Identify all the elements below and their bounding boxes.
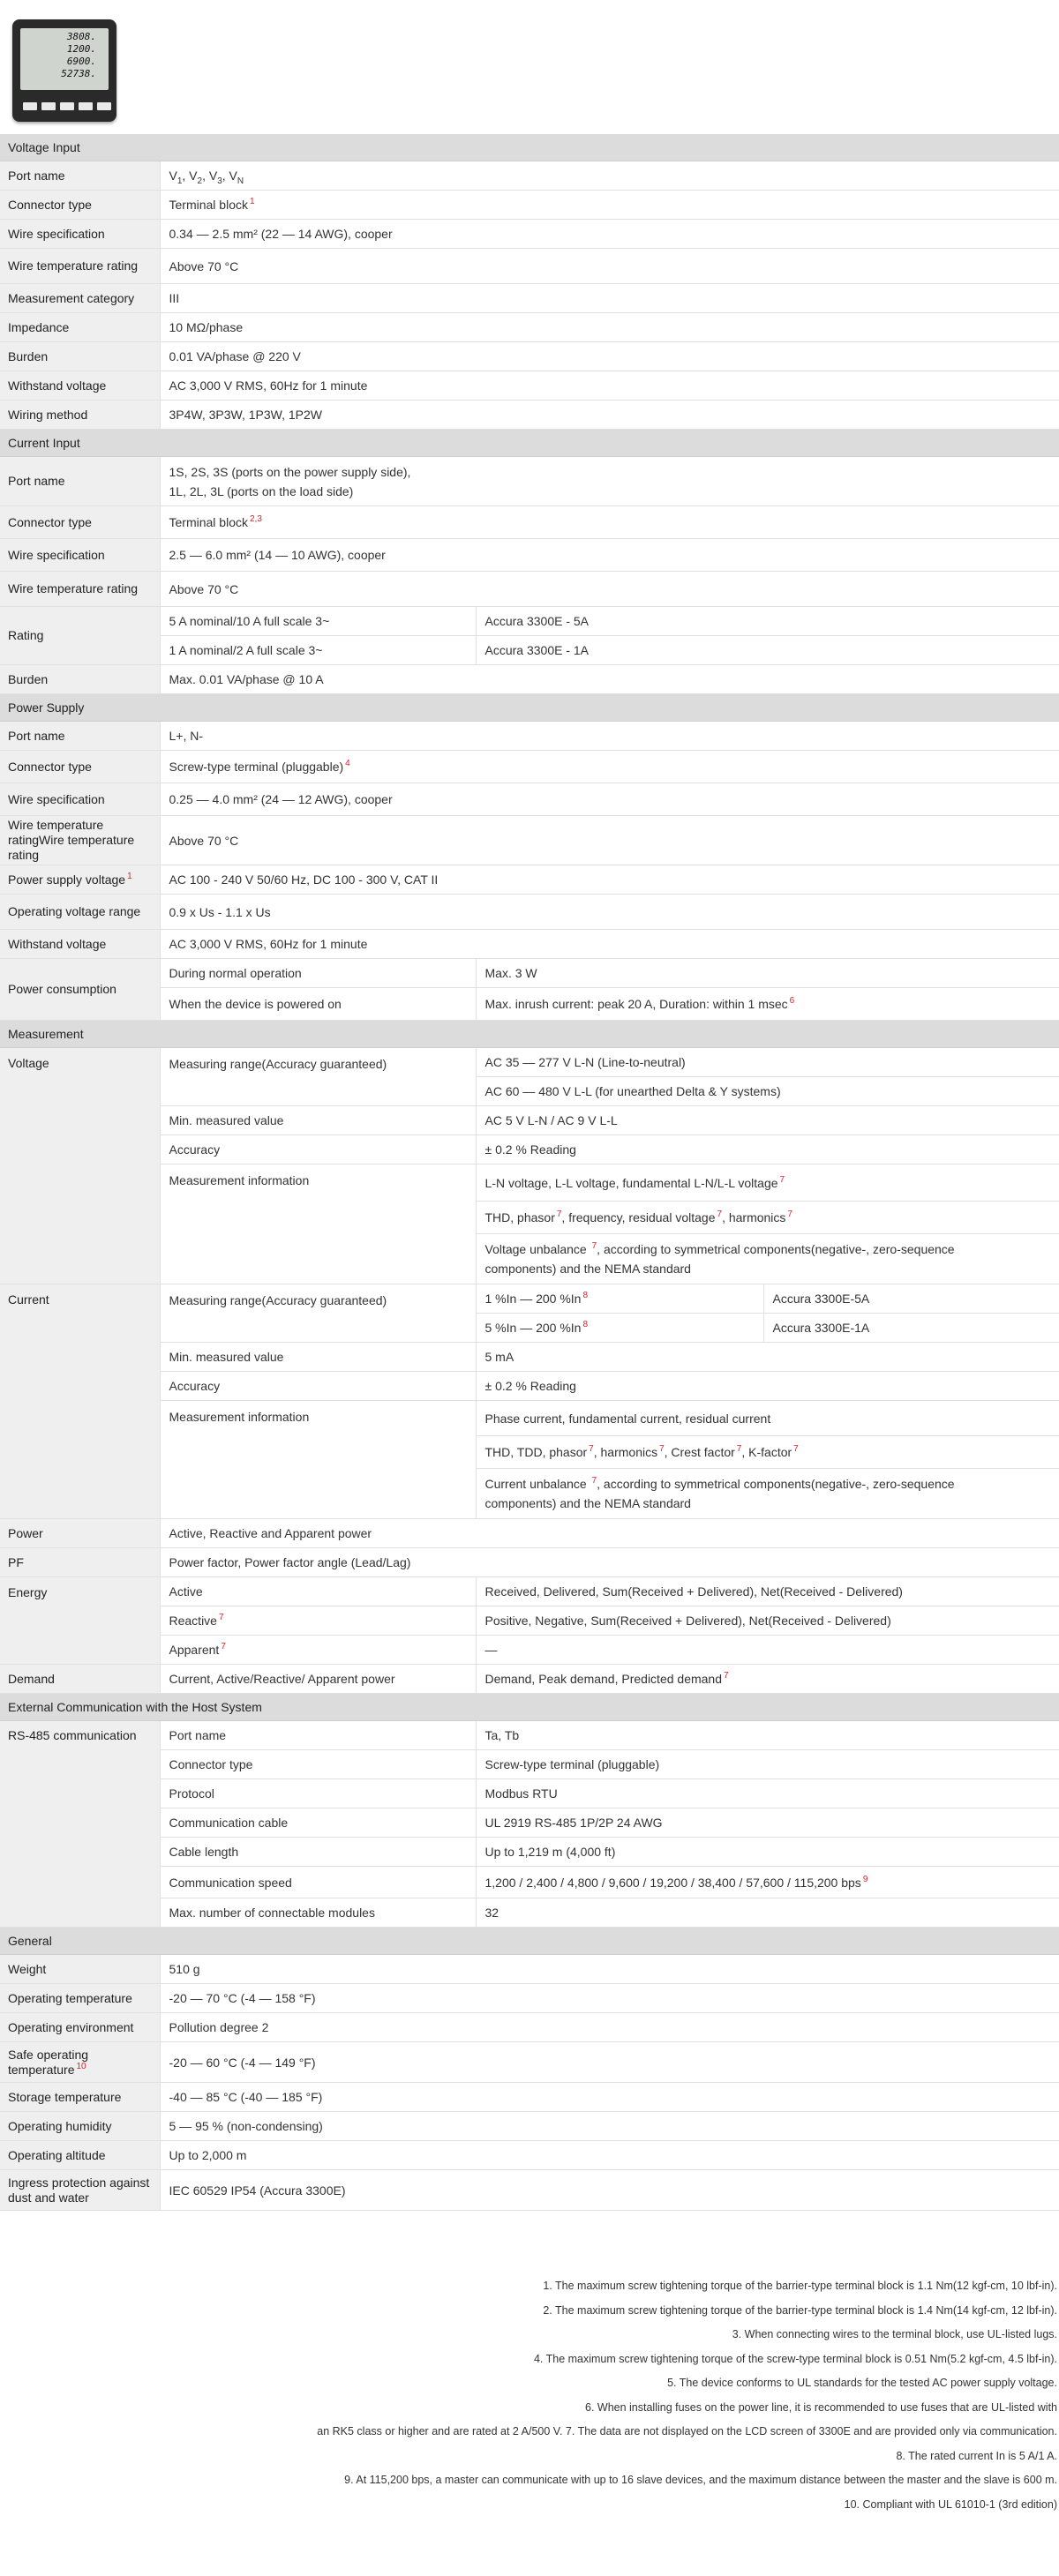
value-text: 510 g [169, 1962, 200, 1976]
spec-row [0, 751, 1059, 783]
row-label [0, 607, 160, 665]
label-text: Measuring range(Accuracy guaranteed) [169, 1293, 387, 1307]
value-text: -20 — 70 °C (-4 — 158 °F) [169, 1991, 316, 2005]
row-value [160, 783, 1059, 816]
sub-label [160, 1284, 476, 1343]
value-text: Max. 0.01 VA/phase @ 10 A [169, 672, 324, 686]
footnote-ref: 7 [793, 1444, 799, 1455]
spec-row [0, 1928, 1059, 1955]
value-text: components) and the NEMA standard [484, 1496, 691, 1510]
label-text: Measurement category [8, 290, 135, 305]
spec-row [0, 1048, 1059, 1077]
section-header [0, 1021, 1059, 1048]
row-value [160, 865, 1059, 895]
label-text: Connector type [8, 759, 92, 774]
section-title: General [8, 1934, 52, 1948]
footnote: 3. When connecting wires to the terminal block, use UL-listed lugs. [732, 2328, 1057, 2340]
value-text: Terminal block [169, 515, 248, 529]
label-text: Power supply voltage [8, 872, 126, 887]
footnote-ref: 7 [589, 1444, 594, 1455]
row-label [0, 665, 160, 694]
lcd-line: 1200. [66, 43, 96, 55]
label-text: Ingress protection against dust and water [8, 2175, 150, 2205]
footnote-ref: 1 [249, 197, 255, 207]
label-text: Rating [8, 628, 44, 642]
row-label [0, 1284, 160, 1519]
spec-row [0, 161, 1059, 191]
footnote-ref: 10 [76, 2061, 86, 2071]
label-text: Connector type [8, 197, 92, 212]
value-text: III [169, 291, 180, 305]
footnote-ref: 7 [779, 1174, 785, 1185]
label-text: RS-485 communication [8, 1728, 137, 1742]
value-text: Screw-type terminal (pluggable) [169, 760, 344, 774]
section-header [0, 430, 1059, 457]
value-text: THD, phasor [484, 1210, 555, 1224]
value-text: Received, Delivered, Sum(Received + Delivered), Net(Received - Delivered) [484, 1584, 903, 1599]
footnote-ref: 8 [582, 1291, 589, 1301]
label-text: Burden [8, 348, 49, 363]
value-text: , harmonics [722, 1210, 786, 1224]
value-text: , frequency, residual voltage [561, 1210, 716, 1224]
spec-row [0, 572, 1059, 607]
label-text: Operating temperature [8, 1990, 132, 2005]
value-text: Phase current, fundamental current, residual current [484, 1411, 771, 1426]
value-text: Accura 3300E-1A [772, 1321, 870, 1335]
value-text: 5 %In — 200 %In [484, 1321, 582, 1335]
label-text: Operating voltage range [8, 904, 141, 918]
value-text: THD, TDD, phasor [484, 1445, 588, 1459]
label-text: Current [8, 1292, 49, 1307]
row-label [0, 313, 160, 342]
value-text: 32 [484, 1906, 499, 1920]
row-value [160, 722, 1059, 751]
value-text: 1S, 2S, 3S (ports on the power supply side), [169, 464, 411, 479]
footnote-ref: 7 [221, 1642, 226, 1652]
lcd-line: 6900. [66, 56, 96, 67]
spec-row [0, 1984, 1059, 2013]
row-value [160, 401, 1059, 430]
row-label [0, 342, 160, 371]
spec-row [0, 430, 1059, 457]
spec-row [0, 506, 1059, 539]
value-text: UL 2919 RS-485 1P/2P 24 AWG [484, 1816, 663, 1830]
row-label [0, 2083, 160, 2112]
row-label [0, 161, 160, 191]
value-text: , according to symmetrical components(negative-, zero-sequence [597, 1242, 955, 1256]
value-text: Up to 2,000 m [169, 2148, 247, 2162]
row-label [0, 191, 160, 220]
value-text: PF [8, 1554, 24, 1569]
label-text: Withstand voltage [8, 378, 107, 393]
label-text: Port name [8, 728, 65, 743]
row-value [476, 959, 1059, 988]
value-text: AC 3,000 V RMS, 60Hz for 1 minute [169, 937, 368, 951]
value-text: Max. number of connectable modules [169, 1906, 375, 1920]
footnote-ref: 7 [724, 1671, 729, 1681]
spec-row [0, 457, 1059, 506]
value-text: 0.34 — 2.5 mm² (22 — 14 AWG), cooper [169, 227, 393, 241]
spec-row [0, 665, 1059, 694]
value-text: Screw-type terminal (pluggable) [484, 1757, 660, 1771]
spec-row [0, 2170, 1059, 2211]
spec-row [0, 1548, 1059, 1577]
row-label [0, 722, 160, 751]
footnote-ref: 7 [717, 1209, 723, 1220]
row-value [160, 342, 1059, 371]
section-header [0, 1928, 1059, 1955]
footnote: an RK5 class or higher and are rated at 2 A/500 V. 7. The data are not displayed on the LCD screen of 3300E and are provided only via communication. [317, 2425, 1057, 2437]
spec-table [0, 134, 1059, 2211]
row-label [0, 1955, 160, 1984]
value-text: Reactive [169, 1614, 217, 1628]
spec-row [0, 2112, 1059, 2141]
value-text: components) and the NEMA standard [484, 1262, 691, 1276]
row-label [0, 783, 160, 816]
value-text: L-N voltage, L-L voltage, fundamental L-N/L-L voltage [484, 1175, 778, 1190]
value-text: Up to 1,219 m (4,000 ft) [484, 1845, 616, 1859]
spec-row [0, 191, 1059, 220]
value-text: AC 35 — 277 V L-N (Line-to-neutral) [484, 1055, 686, 1069]
value-text: , according to symmetrical components(negative-, zero-sequence [597, 1477, 955, 1491]
value-text: 0.9 x Us - 1.1 x Us [169, 904, 271, 919]
spec-row [0, 2042, 1059, 2083]
row-value [476, 636, 1059, 665]
voltage-port-names: $V_1$, $V_2$, $V_3$, $V_N$ [160, 161, 1059, 191]
footnote-ref: 7 [659, 1444, 665, 1455]
footnote-ref: 2,3 [249, 514, 262, 525]
value-text: Active, Reactive and Apparent power [169, 1526, 372, 1540]
label-text: Wire temperature ratingWire temperature rating [8, 818, 135, 862]
value-text: Demand, Peak demand, Predicted demand [484, 1672, 722, 1686]
row-label [0, 401, 160, 430]
row-value [160, 284, 1059, 313]
value-text: Current unbalance [484, 1477, 590, 1491]
footnote-ref: 9 [862, 1874, 868, 1884]
value-text: 3P4W, 3P3W, 1P3W, 1P2W [169, 408, 323, 422]
lcd-line: 3808. [66, 31, 96, 42]
value-text: 2.5 — 6.0 mm² (14 — 10 AWG), cooper [169, 548, 386, 562]
value-text: — [484, 1643, 498, 1657]
value-text: Accuracy [169, 1142, 221, 1157]
value-text: Min. measured value [169, 1113, 284, 1127]
row-value [476, 988, 1059, 1021]
row-label [0, 2042, 160, 2083]
row-label [0, 1721, 160, 1928]
label-text: Connector type [8, 514, 92, 529]
value-text: Voltage unbalance [484, 1242, 590, 1256]
label-text: Power consumption [8, 982, 116, 996]
row-value [160, 249, 1059, 284]
value-text: Above 70 °C [169, 581, 239, 596]
spec-row [0, 2083, 1059, 2112]
section-header [0, 1694, 1059, 1721]
footnote: 5. The device conforms to UL standards for the tested AC power supply voltage. [667, 2377, 1057, 2389]
row-label [0, 959, 160, 1021]
spec-row [0, 1577, 1059, 1606]
footnote: 10. Compliant with UL 61010-1 (3rd edition) [844, 2497, 1057, 2511]
label-text: Voltage [8, 1056, 49, 1070]
spec-row [0, 284, 1059, 313]
meter-lcd [20, 28, 109, 90]
spec-row [0, 930, 1059, 959]
label-text: Wire specification [8, 547, 105, 562]
label-text: Measurement information [169, 1173, 310, 1187]
row-label [0, 751, 160, 783]
row-value [160, 959, 476, 988]
row-label [0, 2013, 160, 2042]
spec-row [0, 539, 1059, 572]
value-text: Accura 3300E - 5A [484, 614, 590, 628]
value-text: 0.25 — 4.0 mm² (24 — 12 AWG), cooper [169, 792, 393, 806]
footnote: 1. The maximum screw tightening torque of the barrier-type terminal block is 1.1 Nm(12 kgf-cm, 10 lbf-in). [543, 2280, 1057, 2292]
spec-row [0, 134, 1059, 161]
value-text: Communication speed [169, 1875, 292, 1890]
label-text: Burden [8, 671, 49, 686]
value-text: Above 70 °C [169, 258, 239, 273]
value-text: Accura 3300E-5A [772, 1292, 870, 1306]
label-text: Wire specification [8, 226, 105, 241]
label-text: Energy [8, 1585, 48, 1599]
label-text: Wire temperature rating [8, 581, 139, 595]
row-label [0, 865, 160, 895]
footnote-ref: 7 [591, 1241, 597, 1252]
value-text: Active [169, 1584, 203, 1599]
row-value [160, 988, 476, 1021]
row-label [0, 506, 160, 539]
footnote: 2. The maximum screw tightening torque of the barrier-type terminal block is 1.4 Nm(14 kgf-cm, 12 lbf-in). [543, 2303, 1057, 2317]
section-title: Voltage Input [8, 140, 80, 154]
footnote: 8. The rated current In is 5 A/1 A. [896, 2449, 1057, 2462]
value-text: Demand [8, 1671, 55, 1686]
lcd-line: 52738. [61, 68, 96, 79]
label-text: Port name [8, 474, 65, 488]
value-text: Max. 3 W [484, 966, 537, 980]
section-title: External Communication with the Host System [8, 1700, 262, 1714]
footnote-ref: 7 [591, 1476, 597, 1486]
label-text: Operating humidity [8, 2118, 112, 2133]
footnote: 9. At 115,200 bps, a master can communicate with up to 16 slave devices, and the maximum distance between the master and the slave is 600 m. [344, 2474, 1057, 2486]
footnote: 4. The maximum screw tightening torque of the screw-type terminal block is 0.51 Nm(5.2 kgf-cm, 4.5 lbf-in). [533, 2352, 1057, 2365]
value-text: ± 0.2 % Reading [484, 1379, 576, 1393]
row-value [160, 539, 1059, 572]
value-text: 0.01 VA/phase @ 220 V [169, 349, 301, 363]
label-text: Measurement information [169, 1410, 310, 1424]
value-text: IEC 60529 IP54 (Accura 3300E) [169, 2183, 346, 2198]
value-text: Max. inrush current: peak 20 A, Duration: within 1 msec [484, 997, 788, 1011]
row-label [0, 2141, 160, 2170]
value-text: 1 A nominal/2 A full scale 3~ [169, 643, 323, 657]
row-label [0, 249, 160, 284]
row-label [0, 1984, 160, 2013]
footnote-ref: 7 [218, 1613, 224, 1623]
value-text: Power [8, 1525, 43, 1540]
label-text: Safe operating temperature [8, 2047, 89, 2077]
value-text: Connector type [169, 1757, 253, 1771]
spec-row [0, 249, 1059, 284]
row-label [0, 457, 160, 506]
value-text: Terminal block [169, 198, 248, 212]
value-text: Accura 3300E - 1A [484, 643, 590, 657]
row-value [160, 665, 1059, 694]
value-text: 1 %In — 200 %In [484, 1292, 582, 1306]
value-text: L+, N- [169, 729, 204, 743]
row-value [160, 191, 1059, 220]
label-text: Withstand voltage [8, 936, 107, 951]
value-text: Cable length [169, 1845, 239, 1859]
value-text: Modbus RTU [484, 1786, 558, 1801]
spec-row [0, 1694, 1059, 1721]
spec-row [0, 1955, 1059, 1984]
spec-row [0, 816, 1059, 865]
value-text: AC 100 - 240 V 50/60 Hz, DC 100 - 300 V, CAT II [169, 872, 439, 887]
value-text: 1,200 / 2,400 / 4,800 / 9,600 / 19,200 / 38,400 / 57,600 / 115,200 bps [484, 1875, 861, 1890]
value-text: During normal operation [169, 966, 302, 980]
label-text: Measuring range(Accuracy guaranteed) [169, 1057, 387, 1071]
footnote-ref: 8 [582, 1320, 589, 1330]
footnote-ref: 6 [789, 996, 795, 1007]
spec-row [0, 959, 1059, 988]
power-meter-image [12, 19, 116, 122]
section-title: Power Supply [8, 700, 85, 715]
spec-row [0, 865, 1059, 895]
label-text: Port name [8, 168, 65, 183]
row-value [160, 930, 1059, 959]
value-text: Accuracy [169, 1379, 221, 1393]
spec-row [0, 1519, 1059, 1548]
row-label [0, 220, 160, 249]
spec-row [0, 694, 1059, 722]
value-text: , Crest factor [664, 1445, 735, 1459]
value-text: 1L, 2L, 3L (ports on the load side) [169, 483, 354, 498]
value-text: AC 3,000 V RMS, 60Hz for 1 minute [169, 378, 368, 393]
footnote-ref: 1 [127, 871, 132, 881]
row-label [0, 895, 160, 930]
row-value [160, 751, 1059, 783]
spec-row [0, 371, 1059, 401]
spec-row [0, 2141, 1059, 2170]
row-label [0, 572, 160, 607]
label-text: Wire specification [8, 791, 105, 806]
row-label [0, 2170, 160, 2211]
row-label [0, 1048, 160, 1284]
value-text: Min. measured value [169, 1350, 284, 1364]
value-text: Above 70 °C [169, 833, 239, 848]
value-text: 5 — 95 % (non-condensing) [169, 2119, 323, 2133]
sub-label [160, 1048, 476, 1106]
row-value [160, 607, 476, 636]
value-text: Port name [169, 1728, 227, 1742]
value-text: , harmonics [593, 1445, 658, 1459]
value-text: 10 MΩ/phase [169, 320, 244, 334]
value-text: ± 0.2 % Reading [484, 1142, 576, 1157]
row-label [0, 284, 160, 313]
row-value [160, 816, 1059, 865]
row-label [0, 371, 160, 401]
label-text: Wiring method [8, 407, 88, 422]
spec-row [0, 1721, 1059, 1750]
sub-label [160, 1401, 476, 1519]
label-text: Wire temperature rating [8, 258, 139, 273]
row-label [0, 1577, 160, 1665]
section-title: Measurement [8, 1027, 84, 1041]
value-text: Protocol [169, 1786, 214, 1801]
footnote-ref: 7 [736, 1444, 742, 1455]
row-value [160, 895, 1059, 930]
value-text: 5 mA [484, 1350, 514, 1364]
section-header [0, 134, 1059, 161]
value-text: Positive, Negative, Sum(Received + Delivered), Net(Received - Delivered) [484, 1614, 891, 1628]
section-header [0, 694, 1059, 722]
value-text: , K-factor [741, 1445, 792, 1459]
product-image-area [0, 0, 1059, 134]
row-value [160, 457, 1059, 506]
row-value [160, 220, 1059, 249]
label-text: Impedance [8, 319, 70, 334]
row-label [0, 2112, 160, 2141]
value-text: -40 — 85 °C (-40 — 185 °F) [169, 2090, 323, 2104]
footnote: 6. When installing fuses on the power line, it is recommended to use fuses that are UL-listed with [585, 2400, 1057, 2414]
label-text: Storage temperature [8, 2089, 122, 2104]
spec-row [0, 342, 1059, 371]
spec-row [0, 401, 1059, 430]
value-text: Apparent [169, 1643, 220, 1657]
spec-row [0, 1021, 1059, 1048]
value-text: Communication cable [169, 1816, 289, 1830]
spec-row [0, 1284, 1059, 1314]
spec-row [0, 220, 1059, 249]
row-label [0, 930, 160, 959]
spec-row [0, 2013, 1059, 2042]
row-value [160, 636, 476, 665]
row-value [160, 506, 1059, 539]
value-text: AC 60 — 480 V L-L (for unearthed Delta & Y systems) [484, 1084, 781, 1098]
spec-row [0, 895, 1059, 930]
label-text: Operating environment [8, 2019, 134, 2034]
row-label [0, 539, 160, 572]
footnote-ref: 7 [556, 1209, 562, 1220]
row-value [476, 607, 1059, 636]
value-text: Power factor, Power factor angle (Lead/Lag) [169, 1555, 411, 1569]
meter-buttons [23, 99, 116, 113]
value-text: Ta, Tb [484, 1728, 520, 1742]
value-text: 5 A nominal/10 A full scale 3~ [169, 614, 330, 628]
value-text: Pollution degree 2 [169, 2020, 269, 2034]
value-text: Current, Active/Reactive/ Apparent power [169, 1672, 395, 1686]
label-text: Operating altitude [8, 2147, 106, 2162]
spec-row [0, 607, 1059, 636]
row-label [0, 816, 160, 865]
spec-row [0, 783, 1059, 816]
footnote-ref: 4 [345, 759, 350, 769]
footnote-ref: 7 [787, 1209, 792, 1220]
label-text: Weight [8, 1961, 47, 1976]
sub-label [160, 1164, 476, 1284]
spec-row [0, 1665, 1059, 1694]
footnotes [0, 2211, 1059, 2517]
row-value [160, 572, 1059, 607]
section-title: Current Input [8, 436, 80, 450]
value-text: When the device is powered on [169, 997, 342, 1011]
value-text: -20 — 60 °C (-4 — 149 °F) [169, 2055, 316, 2070]
spec-row [0, 313, 1059, 342]
value-text: AC 5 V L-N / AC 9 V L-L [484, 1113, 618, 1127]
row-value [160, 313, 1059, 342]
spec-row [0, 722, 1059, 751]
row-value [160, 371, 1059, 401]
